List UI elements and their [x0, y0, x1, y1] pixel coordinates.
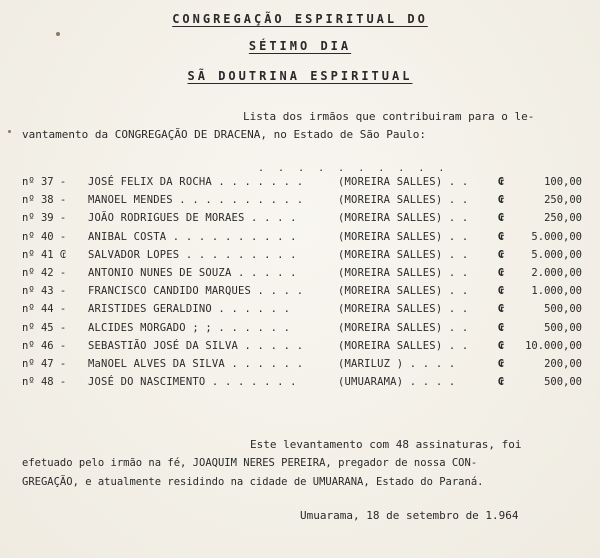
- contribution-amount: 100,00: [544, 176, 582, 188]
- document-date: Umuarama, 18 de setembro de 1.964: [300, 509, 519, 522]
- currency-symbol: ₢: [498, 303, 505, 316]
- contributor-place: (MOREIRA SALLES) . .: [338, 266, 469, 279]
- contribution-amount: 500,00: [544, 376, 582, 389]
- summary-line-1: Este levantamento com 48 assinaturas, foi: [250, 438, 522, 451]
- contribution-amount: 500,00: [544, 321, 582, 334]
- contributor-place: (MOREIRA SALLES) . .: [338, 248, 469, 261]
- contributor-row: [22, 194, 582, 212]
- contribution-amount: 1.000,00: [531, 285, 582, 298]
- entry-number: nº 44 -: [22, 303, 67, 316]
- contributor-name: MANOEL MENDES . . . . . . . . . .: [88, 194, 304, 207]
- contributor-name: SALVADOR LOPES . . . . . . . . .: [88, 248, 297, 261]
- contributor-name: JOÃO RODRIGUES DE MORAES . . . .: [88, 212, 297, 225]
- contributor-name: JOSÉ FELIX DA ROCHA . . . . . . .: [88, 176, 304, 188]
- summary-line-2: efetuado pelo irmão na fé, JOAQUIM NERES PEREIRA, pregador de nossa CON-: [22, 457, 478, 469]
- contributor-place: (MARILUZ ) . . . .: [338, 357, 456, 370]
- contributor-name: ANTONIO NUNES DE SOUZA . . . . .: [88, 266, 297, 279]
- contributor-row: [22, 303, 582, 321]
- contribution-amount: 200,00: [544, 357, 582, 370]
- entry-number: nº 41 ₢: [22, 248, 67, 261]
- currency-symbol: ₢: [498, 266, 505, 279]
- entry-number: nº 45 -: [22, 321, 67, 334]
- contributor-place: (UMUARAMA) . . . .: [338, 376, 456, 389]
- contributor-place: (MOREIRA SALLES) . .: [338, 194, 469, 207]
- contributor-name: SEBASTIÃO JOSÉ DA SILVA . . . . .: [88, 339, 304, 352]
- contributor-place: (MOREIRA SALLES) . .: [338, 339, 469, 352]
- contributor-row: [22, 249, 582, 267]
- currency-symbol: ₢: [498, 339, 505, 352]
- contributor-name: FRANCISCO CANDIDO MARQUES . . . .: [88, 285, 304, 298]
- leader-dots: . . . . . . . . . .: [258, 163, 449, 174]
- contributor-place: (MOREIRA SALLES) . .: [338, 176, 469, 188]
- contributor-name: ALCIDES MORGADO ; ; . . . . . .: [88, 321, 291, 334]
- contribution-amount: 250,00: [544, 194, 582, 207]
- entry-number: nº 43 -: [22, 285, 67, 298]
- contributor-row: [22, 340, 582, 358]
- contributor-row: [22, 267, 582, 285]
- contributor-name: MaNOEL ALVES DA SILVA . . . . . .: [88, 357, 304, 370]
- contributor-place: (MOREIRA SALLES) . .: [338, 303, 469, 316]
- heading-line-2: SÉTIMO DIA: [248, 39, 352, 53]
- contributor-name: ANIBAL COSTA . . . . . . . . . .: [88, 230, 297, 243]
- entry-number: nº 39 -: [22, 212, 67, 225]
- contributor-row: [22, 358, 582, 376]
- contributor-list: [22, 176, 582, 394]
- contribution-amount: 2.000,00: [531, 266, 582, 279]
- contributor-row: [22, 376, 582, 394]
- contributor-row: [22, 212, 582, 230]
- intro-line-2: vantamento da CONGREGAÇÃO DE DRACENA, no Estado de São Paulo:: [22, 128, 426, 141]
- entry-number: nº 37 -: [22, 176, 67, 188]
- contributor-row: [22, 231, 582, 249]
- contributor-place: (MOREIRA SALLES) . .: [338, 285, 469, 298]
- contributor-row: [22, 176, 582, 194]
- contribution-amount: 500,00: [544, 303, 582, 316]
- currency-symbol: ₢: [498, 376, 505, 389]
- paper-speck: [8, 130, 11, 133]
- entry-number: nº 38 -: [22, 194, 67, 207]
- currency-symbol: ₢: [498, 357, 505, 370]
- heading-line-1: CONGREGAÇÃO ESPIRITUAL DO: [172, 12, 428, 26]
- contribution-amount: 5.000,00: [531, 248, 582, 261]
- summary-line-3: GREGAÇÃO, e atualmente residindo na cidade de UMUARANA, Estado do Paraná.: [22, 476, 484, 488]
- intro-line-1: Lista dos irmãos que contribuiram para o le-: [243, 110, 535, 123]
- entry-number: nº 42 -: [22, 266, 67, 279]
- contribution-amount: 250,00: [544, 212, 582, 225]
- entry-number: nº 46 -: [22, 339, 67, 352]
- contribution-amount: 5.000,00: [531, 230, 582, 243]
- paper-speck: [56, 32, 60, 36]
- currency-symbol: ₢: [498, 285, 505, 298]
- currency-symbol: ₢: [498, 194, 505, 207]
- contributor-place: (MOREIRA SALLES) . .: [338, 212, 469, 225]
- entry-number: nº 47 -: [22, 357, 67, 370]
- currency-symbol: ₢: [498, 212, 505, 225]
- entry-number: nº 48 -: [22, 376, 67, 389]
- heading-line-3: SÃ DOUTRINA ESPIRITUAL: [187, 69, 413, 83]
- contributor-place: (MOREIRA SALLES) . .: [338, 321, 469, 334]
- currency-symbol: ₢: [498, 176, 505, 188]
- currency-symbol: ₢: [498, 248, 505, 261]
- contributor-row: [22, 322, 582, 340]
- currency-symbol: ₢: [498, 230, 505, 243]
- contributor-name: ARISTIDES GERALDINO . . . . . .: [88, 303, 291, 316]
- entry-number: nº 40 -: [22, 230, 67, 243]
- currency-symbol: ₢: [498, 321, 505, 334]
- contributor-name: JOSÉ DO NASCIMENTO . . . . . . .: [88, 376, 297, 389]
- contribution-amount: 10.000,00: [525, 339, 582, 352]
- contributor-row: [22, 285, 582, 303]
- contributor-place: (MOREIRA SALLES) . .: [338, 230, 469, 243]
